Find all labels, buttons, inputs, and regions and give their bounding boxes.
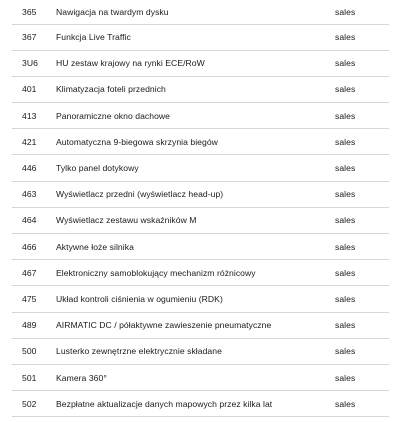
row-name: Elektroniczny samoblokujący mechanizm różnicowy: [56, 267, 256, 278]
equipment-table: [12, 0, 389, 417]
row-code: 3U6: [22, 58, 38, 69]
table-row: [12, 25, 389, 51]
row-name: HU zestaw krajowy na rynki ECE/RoW: [56, 58, 205, 69]
row-type: sales: [335, 32, 356, 43]
table-row: [12, 365, 389, 391]
row-code: 421: [22, 136, 37, 147]
row-type: sales: [335, 398, 356, 409]
row-code: 463: [22, 189, 37, 200]
row-type: sales: [335, 6, 356, 17]
row-name: Panoramiczne okno dachowe: [56, 110, 170, 121]
row-code: 367: [22, 32, 37, 43]
row-code: 502: [22, 398, 37, 409]
row-name: Wyświetlacz przedni (wyświetlacz head-up): [56, 189, 224, 200]
table-row: [12, 129, 389, 155]
table-row: [12, 313, 389, 339]
row-type: sales: [335, 241, 356, 252]
row-name: AIRMATIC DC / półaktywne zawieszenie pneumatyczne: [56, 320, 272, 331]
row-name: Bezpłatne aktualizacje danych mapowych przez kilka lat: [56, 398, 273, 409]
row-type: sales: [335, 293, 356, 304]
row-name: Klimatyzacja foteli przednich: [56, 84, 166, 95]
row-type: sales: [335, 110, 356, 121]
row-type: sales: [335, 267, 356, 278]
row-code: 401: [22, 84, 37, 95]
table-row: [12, 155, 389, 181]
row-type: sales: [335, 58, 356, 69]
row-code: 489: [22, 320, 37, 331]
row-type: sales: [335, 215, 356, 226]
row-code: 501: [22, 372, 37, 383]
row-type: sales: [335, 136, 356, 147]
row-type: sales: [335, 372, 356, 383]
row-type: sales: [335, 320, 356, 331]
row-code: 475: [22, 293, 37, 304]
table-row: [12, 234, 389, 260]
table-row: [12, 103, 389, 129]
row-code: 466: [22, 241, 37, 252]
table-row: [12, 391, 389, 417]
table-row: [12, 208, 389, 234]
row-type: sales: [335, 84, 356, 95]
table-row: [12, 339, 389, 365]
table-row: [12, 77, 389, 103]
row-name: Aktywne łoże silnika: [56, 241, 134, 252]
row-name: Układ kontroli ciśnienia w ogumieniu (RDK): [56, 293, 223, 304]
table-row: [12, 0, 389, 25]
row-name: Nawigacja na twardym dysku: [56, 6, 169, 17]
row-code: 446: [22, 163, 37, 174]
table-row: [12, 51, 389, 77]
row-code: 413: [22, 110, 37, 121]
row-type: sales: [335, 163, 356, 174]
row-code: 467: [22, 267, 37, 278]
row-code: 500: [22, 346, 37, 357]
row-code: 464: [22, 215, 37, 226]
table-row: [12, 182, 389, 208]
table-row: [12, 286, 389, 312]
row-name: Kamera 360°: [56, 372, 107, 383]
row-code: 365: [22, 6, 37, 17]
row-name: Wyświetlacz zestawu wskaźników M: [56, 215, 197, 226]
row-name: Lusterko zewnętrzne elektrycznie składane: [56, 346, 222, 357]
row-type: sales: [335, 346, 356, 357]
row-type: sales: [335, 189, 356, 200]
row-name: Tylko panel dotykowy: [56, 163, 139, 174]
row-name: Funkcja Live Traffic: [56, 32, 131, 43]
table-row: [12, 260, 389, 286]
row-name: Automatyczna 9-biegowa skrzynia biegów: [56, 136, 218, 147]
